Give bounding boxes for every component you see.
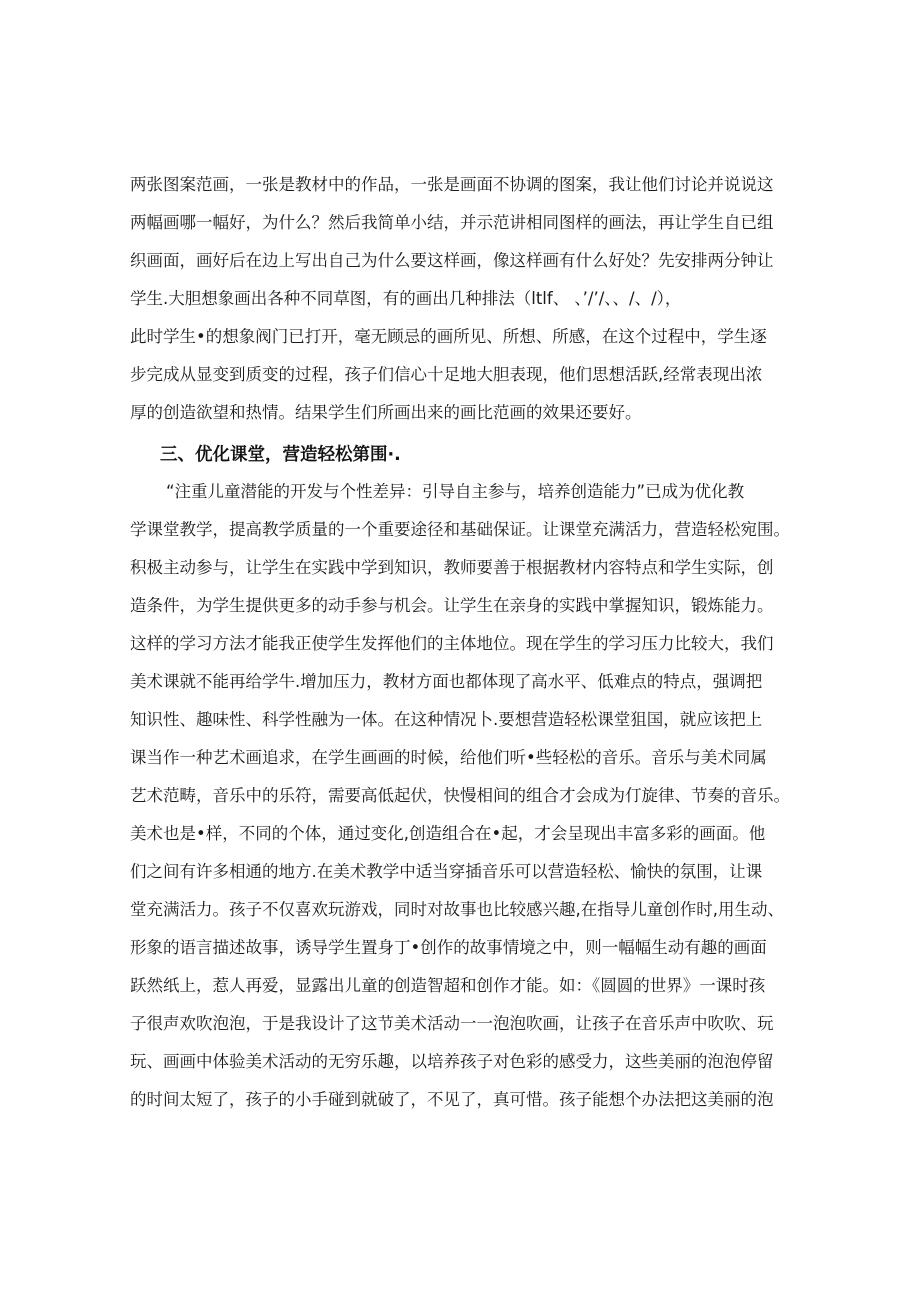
- paragraph-2-line-17: 的时间太短了，孩子的小手碰到就破了，不见了，真可惜。孩子能想个办法把这美丽的泡: [130, 1090, 774, 1109]
- paragraph-2-line-6: 美术课就不能再给学牛.增加压力，教材方面也都体现了高水平、低难点的特点，强调把: [130, 672, 763, 691]
- paragraph-2-line-11: 们之间有许多相通的地方.在美术教学中适当穿插音乐可以营造轻松、愉快的氛围，让课: [130, 862, 763, 881]
- paragraph-2-line-5: 这样的学习方法才能我正使学生发挥他们的主体地位。现在学生的学习压力比较大，我们: [130, 634, 774, 653]
- paragraph-2-line-7: 知识性、趣味性、科学性融为一体。在这种情况卜.要想营造轻松课堂狙国，就应该把上: [130, 710, 763, 729]
- paragraph-2-line-10: 美术也是•样，不同的个体，通过变化,创造组合在•起，才会呈现出丰富多彩的画面。他: [130, 824, 766, 843]
- paragraph-2-line-3: 积极主动参与，让学生在实践中学到知识，教师要善于根据教材内容特点和学生实际，创: [130, 558, 774, 577]
- paragraph-1-line-5: 此时学生•的想象阀门已打开，毫无顾忌的画所见、所想、所感，在这个过程中，学生逐: [130, 327, 767, 346]
- paragraph-2-line-9: 艺术范畴，音乐中的乐符，需要高低起伏，快慢相间的组合才会成为仃旋律、节奏的音乐。: [130, 786, 790, 805]
- paragraph-1-line-7: 厚的创造欲望和热情。结果学生们所画出来的画比范画的效果还要好。: [130, 403, 642, 422]
- paragraph-2-line-4: 造条件，为学生提供更多的动手参与机会。让学生在亲身的实践中掌握知识，锻炼能力。: [130, 596, 774, 615]
- paragraph-1-line-3: 织画面，画好后在边上写出自己为什么要这样画，像这样画有什么好处？先安排两分钟让: [130, 251, 774, 270]
- paragraph-1-line-4: 学生.大胆想象画出各种不同草图，有的画出几种排法（ltlf、 、’/’/、、/、/），: [130, 289, 682, 308]
- paragraph-1-line-6: 步完成从显变到质变的过程，孩子们信心十足地大胆表现，他们思想活跃,经常表现出浓: [130, 365, 763, 384]
- paragraph-2-line-1: “注重儿童潜能的开发与个性差异：引导自主参与，培养创造能力”已成为优化教: [166, 482, 745, 501]
- paragraph-2-line-14: 跃然纸上，惹人再爱，显露出儿童的创造智超和创作才能。如：《圆圆的世界》一课时孩: [130, 976, 766, 995]
- section-heading: 三、优化课堂，营造轻松第围·.: [160, 445, 401, 465]
- paragraph-2-line-2: 学课堂教学，提高教学质量的一个重要途径和基础保证。让课堂充满活力，营造轻松宛围。: [130, 520, 790, 539]
- paragraph-1-line-2: 两幅画哪一幅好，为什么？然后我简单小结，并示范讲相同图样的画法，再让学生自已组: [130, 213, 774, 232]
- paragraph-2-line-15: 子很声欢吹泡泡，于是我设计了这节美术活动一一泡泡吹画，让孩子在音乐声中吹吹、玩: [130, 1014, 774, 1033]
- paragraph-1-line-1: 两张图案范画，一张是教材中的作品，一张是画面不协调的图案，我让他们讨论并说说这: [130, 175, 774, 194]
- paragraph-2-line-8: 课当作一种艺术画追求，在学生画画的时候，给他们听•些轻松的音乐。音乐与美术同属: [130, 748, 767, 767]
- paragraph-2-line-16: 玩、画画中体验美术活动的无穷乐趣，以培养孩子对色彩的感受力，这些美丽的泡泡停留: [130, 1052, 774, 1071]
- paragraph-2-line-12: 堂充满活力。孩子不仅喜欢玩游戏，同时对故事也比较感兴趣,在指导儿童创作时,用生动、: [130, 900, 784, 919]
- paragraph-2-line-13: 形象的语言描述故事，诱导学生置身丁•创作的故事情境之中，则一幅幅生动有趣的画面: [130, 938, 767, 957]
